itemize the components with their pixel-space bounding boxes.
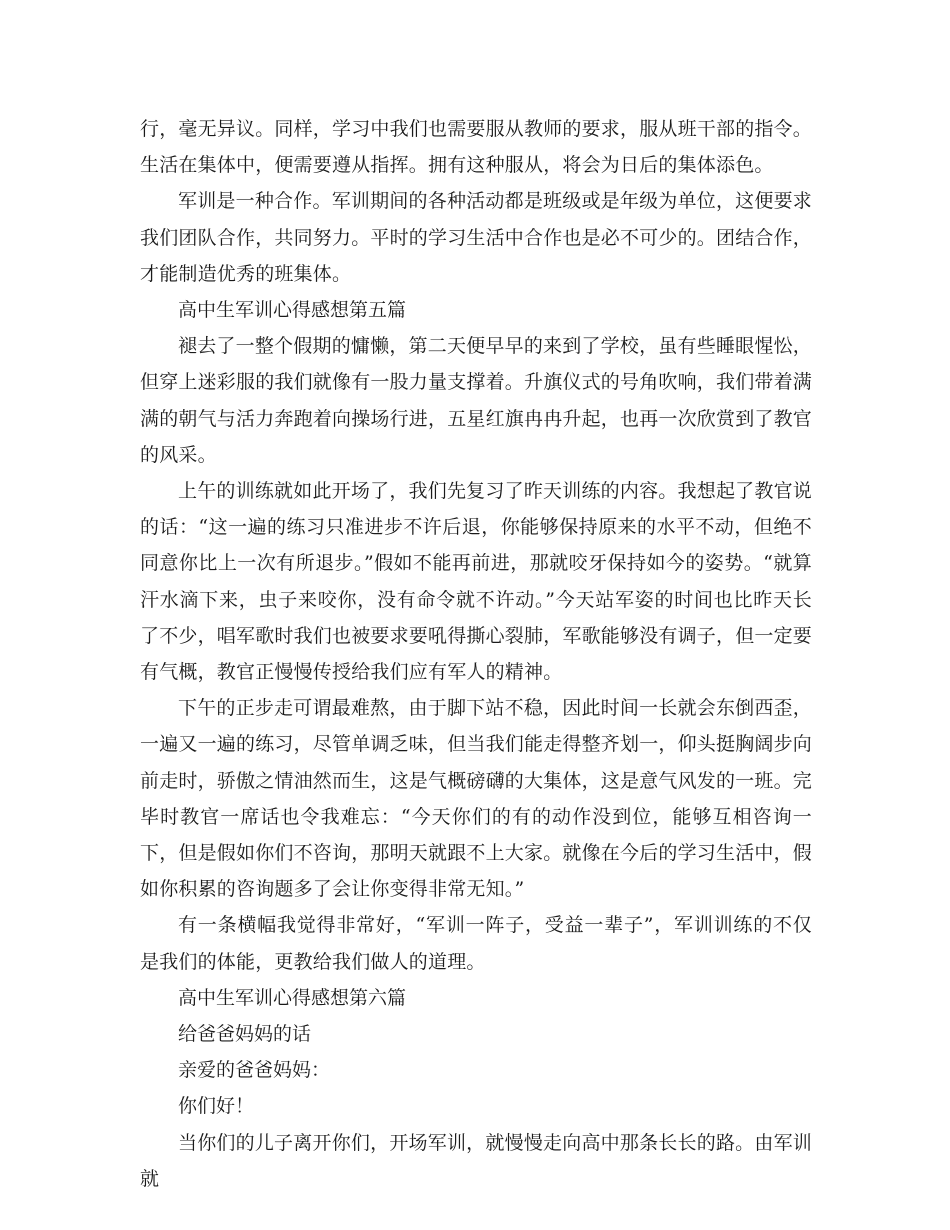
paragraph-continuation: 行，毫无异议。同样，学习中我们也需要服从教师的要求，服从班干部的指令。生活在集体中，便需要遵从指挥。拥有这种服从，将会为日后的集体添色。 [140, 118, 813, 177]
paragraph-cooperation: 军训是一种合作。军训期间的各种活动都是班级或是年级为单位，这便要求我们团队合作，共同努力。平时的学习生活中合作也是必不可少的。团结合作，才能制造优秀的班集体。 [140, 190, 813, 285]
section-heading-sixth: 高中生军训心得感想第六篇 [178, 986, 407, 1009]
document-body [140, 111, 812, 1197]
paragraph-afternoon-march: 下午的正步走可谓最难熬，由于脚下站不稳，因此时间一长就会东倒西歪，一遍又一遍的练习，尽管单调乏味，但当我们能走得整齐划一，仰头挺胸阔步向前走时，骄傲之情油然而生，这是气概磅礴的大集体，这是意气风发的一班。完毕时教官一席话也令我难忘：“今天你们的有的动作没到位，能够互相咨询一下，但是假如你们不咨询，那明天就跟不上大家。就像在今后的学习生活中，假如你积累的咨询题多了会让你变得非常无知。” [140, 697, 813, 901]
letter-title: 给爸爸妈妈的话 [178, 1023, 312, 1046]
paragraph-morning-training: 上午的训练就如此开场了，我们先复习了昨天训练的内容。我想起了教官说的话：“这一遍的练习只准进步不许后退，你能够保持原来的水平不动，但绝不同意你比上一次有所退步。”假如不能再前进，那就咬牙保持如今的姿势。“就算汗水滴下来，虫子来咬你，没有命令就不许动。”今天站军姿的时间也比昨天长了不少，唱军歌时我们也被要求要吼得撕心裂肺，军歌能够没有调子，但一定要有气概，教官正慢慢传授给我们应有军人的精神。 [140, 480, 813, 684]
letter-greeting: 你们好！ [178, 1095, 255, 1118]
paragraph-letter-start: 当你们的儿子离开你们，开场军训，就慢慢走向高中那条长长的路。由军训就 [140, 1131, 812, 1190]
paragraph-banner: 有一条横幅我觉得非常好，“军训一阵子，受益一辈子”，军训训练的不仅是我们的体能，更教给我们做人的道理。 [140, 914, 812, 973]
paragraph-morning-arrival: 褪去了一整个假期的慵懒，第二天便早早的来到了学校，虽有些睡眼惺忪，但穿上迷彩服的我们就像有一股力量支撑着。升旗仪式的号角吹响，我们带着满满的朝气与活力奔跑着向操场行进，五星红旗冉冉升起，也再一次欣赏到了教官的风采。 [140, 335, 813, 466]
section-heading-fifth: 高中生军训心得感想第五篇 [178, 299, 407, 322]
letter-salutation: 亲爱的爸爸妈妈： [178, 1059, 331, 1082]
